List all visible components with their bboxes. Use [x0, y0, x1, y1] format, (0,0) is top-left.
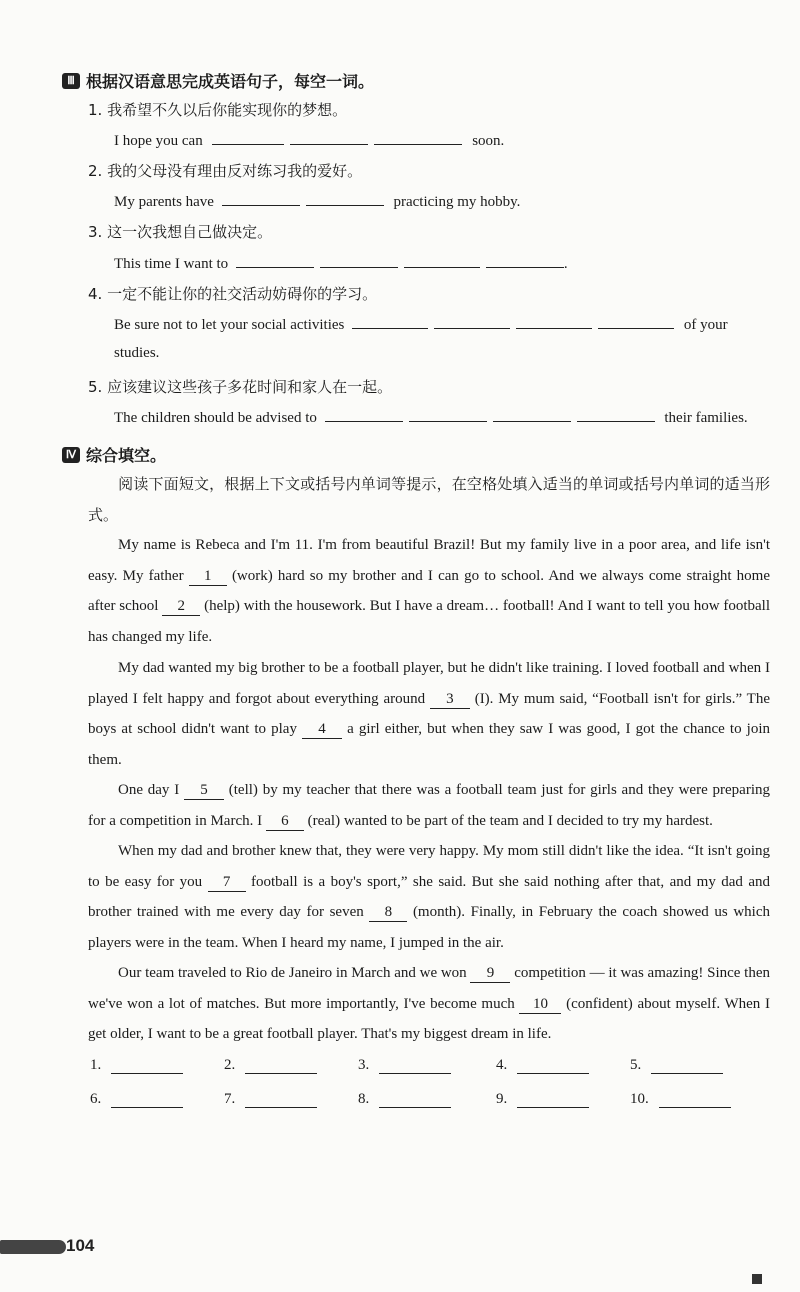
blank[interactable]	[404, 253, 480, 268]
answer-9: 9.	[496, 1091, 589, 1108]
blank[interactable]	[486, 253, 564, 268]
item-5-english: The children should be advised to their families.	[114, 407, 748, 427]
answer-8: 8.	[358, 1091, 451, 1108]
answer-2: 2.	[224, 1057, 317, 1074]
blank[interactable]	[409, 407, 487, 422]
section-3-badge: Ⅲ	[62, 73, 80, 89]
blank[interactable]	[212, 130, 284, 145]
blank[interactable]	[352, 314, 428, 329]
blank-4[interactable]: 4	[302, 721, 342, 739]
answer-5: 5.	[630, 1057, 723, 1074]
answer-6: 6.	[90, 1091, 183, 1108]
section-4-title: 综合填空。	[86, 446, 167, 465]
blank[interactable]	[236, 253, 314, 268]
blank[interactable]	[577, 407, 655, 422]
answer-10: 10.	[630, 1091, 731, 1108]
blank[interactable]	[306, 191, 384, 206]
blank-3[interactable]: 3	[430, 691, 470, 709]
answer-line[interactable]	[517, 1059, 589, 1074]
instruction: 阅读下面短文，根据上下文或括号内单词等提示，在空格处填入适当的单词或括号内单词的适当形式。	[88, 475, 770, 524]
item-2-chinese: 2. 我的父母没有理由反对练习我的爱好。	[88, 162, 363, 180]
blank-10[interactable]: 10	[519, 996, 561, 1014]
blank[interactable]	[516, 314, 592, 329]
item-4-continuation: studies.	[114, 345, 160, 361]
answer-line[interactable]	[517, 1093, 589, 1108]
section-4-badge: Ⅳ	[62, 447, 80, 463]
blank[interactable]	[325, 407, 403, 422]
blank[interactable]	[493, 407, 571, 422]
item-5-chinese: 5. 应该建议这些孩子多花时间和家人在一起。	[88, 378, 393, 396]
passage-paragraph-2: My dad wanted my big brother to be a football player, but he didn't like training. I loved football and when I played I felt happy and forgot about everything around 3 (I). My mum said, “Football isn't for girls.” The boys at school didn't want to play 4 a girl either, but when they saw I was good, I got the chance to join them.	[88, 660, 770, 769]
answer-line[interactable]	[111, 1093, 183, 1108]
item-3-chinese: 3. 这一次我想自己做决定。	[88, 223, 273, 241]
blank-8[interactable]: 8	[369, 904, 407, 922]
item-1-chinese: 1. 我希望不久以后你能实现你的梦想。	[88, 101, 348, 119]
blank[interactable]	[598, 314, 674, 329]
blank[interactable]	[320, 253, 398, 268]
page-number-tab	[0, 1234, 110, 1258]
blank[interactable]	[222, 191, 300, 206]
blank[interactable]	[290, 130, 368, 145]
blank-5[interactable]: 5	[184, 782, 224, 800]
answer-line[interactable]	[659, 1093, 731, 1108]
blank-6[interactable]: 6	[266, 813, 304, 831]
answer-1: 1.	[90, 1057, 183, 1074]
answer-4: 4.	[496, 1057, 589, 1074]
answer-line[interactable]	[245, 1059, 317, 1074]
passage-paragraph-5: Our team traveled to Rio de Janeiro in March and we won 9 competition — it was amazing! Since then we've won a lot of matches. But more importantly, I've become much 10 (confident) about myself. When I get older, I want to be a great football player. That's my biggest dream in life.	[88, 965, 771, 1043]
answer-line[interactable]	[245, 1093, 317, 1108]
blank-9[interactable]: 9	[470, 965, 510, 983]
answer-line[interactable]	[379, 1059, 451, 1074]
section-3-title: 根据汉语意思完成英语句子，每空一词。	[86, 72, 375, 91]
page-tab-bar	[0, 1240, 66, 1254]
blank-7[interactable]: 7	[208, 874, 246, 892]
answer-3: 3.	[358, 1057, 451, 1074]
section-3-heading	[62, 69, 374, 92]
blank-2[interactable]: 2	[162, 598, 200, 616]
item-3-english: This time I want to .	[114, 253, 568, 273]
answer-7: 7.	[224, 1091, 317, 1108]
passage-paragraph-3: One day I 5 (tell) by my teacher that there was a football team just for girls and they were preparing for a competition in March. I 6 (real) wanted to be part of the team and I decided to try my hardest.	[88, 782, 770, 829]
page-number: 104	[66, 1236, 95, 1255]
passage-paragraph-4: When my dad and brother knew that, they were very happy. My mom still didn't like the idea. “It isn't going to be easy for you 7 football is a boy's sport,” she said. But she said nothing after that, and my dad and brother trained with me every day for seven 8 (month). Finally, in February the coach showed us which players were in the team. When I heard my name, I jumped in the air.	[88, 843, 770, 952]
passage-paragraph-1: My name is Rebeca and I'm 11. I'm from beautiful Brazil! But my family live in a poor area, and life isn't easy. My father 1 (work) hard so my brother and I can go to school. And we always come straight home after school 2 (help) with the housework. But I have a dream… football! And I want to tell you how football has changed my life.	[88, 537, 770, 646]
answer-line[interactable]	[379, 1093, 451, 1108]
blank-1[interactable]: 1	[189, 568, 227, 586]
item-4-english: Be sure not to let your social activities of your	[114, 314, 728, 334]
blank[interactable]	[374, 130, 462, 145]
section-4-heading	[62, 443, 166, 466]
answer-line[interactable]	[651, 1059, 723, 1074]
qr-code-icon	[752, 1274, 762, 1284]
item-1-english: I hope you can soon.	[114, 130, 504, 150]
item-4-chinese: 4. 一定不能让你的社交活动妨碍你的学习。	[88, 285, 378, 303]
item-2-english: My parents have practicing my hobby.	[114, 191, 520, 211]
answer-line[interactable]	[111, 1059, 183, 1074]
blank[interactable]	[434, 314, 510, 329]
